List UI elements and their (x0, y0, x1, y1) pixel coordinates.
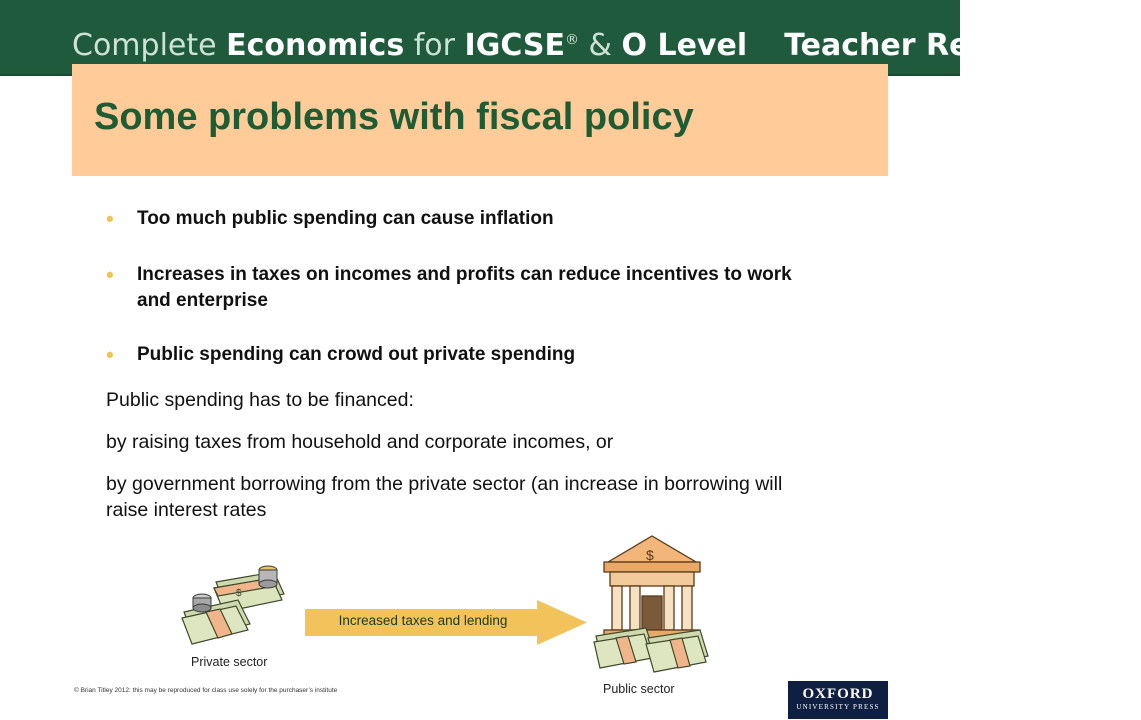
publisher-subtitle: UNIVERSITY PRESS (796, 703, 880, 711)
registered-mark: ® (565, 32, 579, 48)
public-sector-label: Public sector (603, 682, 675, 696)
header-kit: Teacher Resource Kit (784, 28, 1141, 63)
bullet-dot-icon: • (106, 262, 114, 287)
bullet-item (106, 206, 554, 232)
dollar-sign: $ (236, 588, 242, 599)
paragraph: by government borrowing from the private sector (an increase in borrowing will raise interest rates (106, 473, 783, 521)
bullet-text: Increases in taxes on incomes and profits can reduce incentives to work and enterprise (137, 264, 792, 311)
publisher-logo (788, 681, 888, 719)
bullet-item (106, 262, 806, 314)
header-word: & (588, 28, 612, 63)
bullet-dot-icon: • (106, 342, 114, 367)
paragraph: by raising taxes from household and corporate incomes, or (106, 431, 614, 453)
bullet-text: Too much public spending can cause inflation (137, 208, 554, 229)
arrow-label: Increased taxes and lending (338, 613, 508, 628)
bank-dollar-sign: $ (646, 547, 654, 563)
private-sector-money-icon (176, 560, 300, 650)
bullet-text: Public spending can crowd out private spending (137, 344, 576, 365)
header-word: Economics (226, 28, 405, 63)
private-sector-label: Private sector (191, 655, 268, 669)
copyright-notice: © Brian Titley 2012: this may be reproduced for class use solely for the purchaser’s institute (74, 687, 338, 694)
header-word: IGCSE (464, 28, 565, 63)
header-word: Complete (72, 28, 217, 63)
banknote-stack-front (182, 600, 250, 644)
title-band (72, 64, 888, 176)
header-word: O Level (621, 28, 748, 63)
public-sector-bank-icon (590, 532, 714, 678)
bullet-dot-icon: • (106, 206, 114, 231)
publisher-name: OXFORD (802, 686, 874, 702)
header-title (72, 18, 1141, 62)
bullet-item (106, 342, 575, 368)
header-word: for (413, 28, 455, 63)
paragraph: Public spending has to be financed: (106, 389, 414, 411)
slide-title: Some problems with fiscal policy (94, 96, 694, 138)
